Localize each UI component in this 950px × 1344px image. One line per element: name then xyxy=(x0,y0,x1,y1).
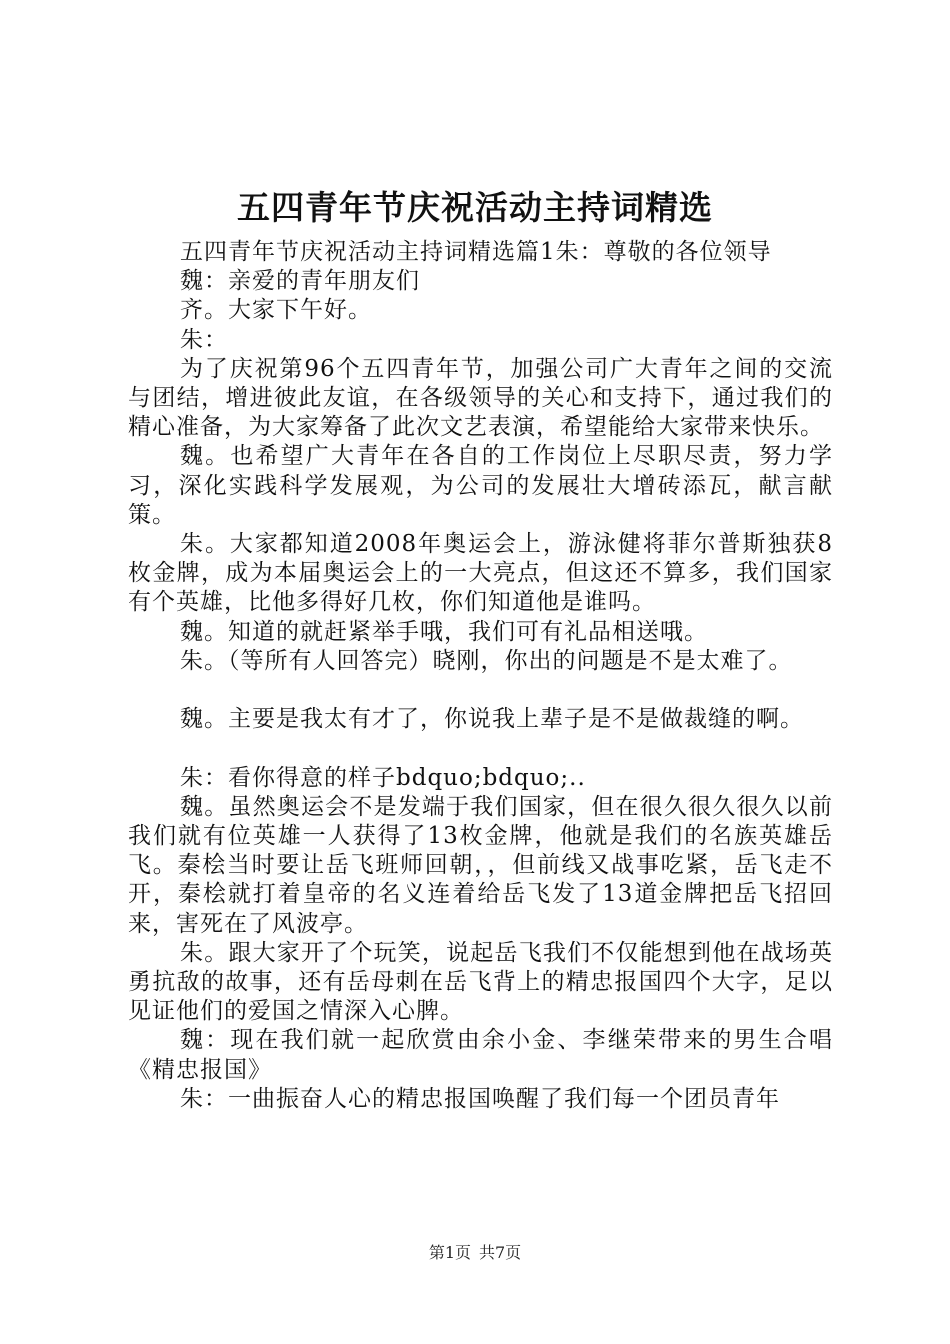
paragraph: 魏。虽然奥运会不是发端于我们国家，但在很久很久很久以前我们就有位英雄一人获得了13枚金牌，他就是我们的名族英雄岳飞。秦桧当时要让岳飞班师回朝，，但前线又战事吃紧，岳飞走不开，秦桧就打着皇帝的名义连着给岳飞发了13道金牌把岳飞招回来，害死在了风波亭。 xyxy=(128,793,833,937)
paragraph: 魏。主要是我太有才了，你说我上辈子是不是做裁缝的啊。 xyxy=(180,706,804,733)
page-total: 共7页 xyxy=(479,1243,522,1262)
page-footer xyxy=(0,1243,950,1263)
paragraph: 齐。大家下午好。 xyxy=(180,297,372,324)
paragraph: 魏：现在我们就一起欣赏由余小金、李继荣带来的男生合唱《精忠报国》 xyxy=(128,1027,833,1083)
paragraph: 朱：一曲振奋人心的精忠报国唤醒了我们每一个团员青年 xyxy=(180,1085,780,1112)
paragraph: 五四青年节庆祝活动主持词精选篇1朱：尊敬的各位领导 xyxy=(180,239,772,265)
document-body xyxy=(128,238,833,1114)
paragraph: 朱。跟大家开了个玩笑，说起岳飞我们不仅能想到他在战场英勇抗敌的故事，还有岳母刺在岳飞背上的精忠报国四个大字，足以见证他们的爱国之情深入心脾。 xyxy=(128,939,833,1025)
paragraph: 朱。（等所有人回答完）晓刚，你出的问题是不是太难了。 xyxy=(180,647,793,674)
document-title: 五四青年节庆祝活动主持词精选 xyxy=(237,188,713,227)
paragraph: 魏：亲爱的青年朋友们 xyxy=(180,268,420,295)
paragraph: 魏。知道的就赶紧举手哦，我们可有礼品相送哦。 xyxy=(180,618,708,645)
paragraph: 魏。也希望广大青年在各自的工作岗位上尽职尽责，努力学习，深化实践科学发展观，为公司的发展壮大增砖添瓦，献言献策。 xyxy=(128,443,833,528)
paragraph: 为了庆祝第96个五四青年节，加强公司广大青年之间的交流与团结，增进彼此友谊，在各级领导的关心和支持下，通过我们的精心准备，为大家筹备了此次文艺表演，希望能给大家带来快乐。 xyxy=(128,355,833,441)
paragraph: 朱： xyxy=(180,326,228,353)
page-number: 第1页 xyxy=(428,1243,471,1262)
paragraph: 朱。大家都知道2008年奥运会上，游泳健将菲尔普斯独获8枚金牌，成为本届奥运会上的一大亮点，但这还不算多，我们国家有个英雄，比他多得好几枚，你们知道他是谁吗。 xyxy=(128,531,833,616)
paragraph: 朱：看你得意的样子bdquo;bdquo;.. xyxy=(180,764,586,791)
